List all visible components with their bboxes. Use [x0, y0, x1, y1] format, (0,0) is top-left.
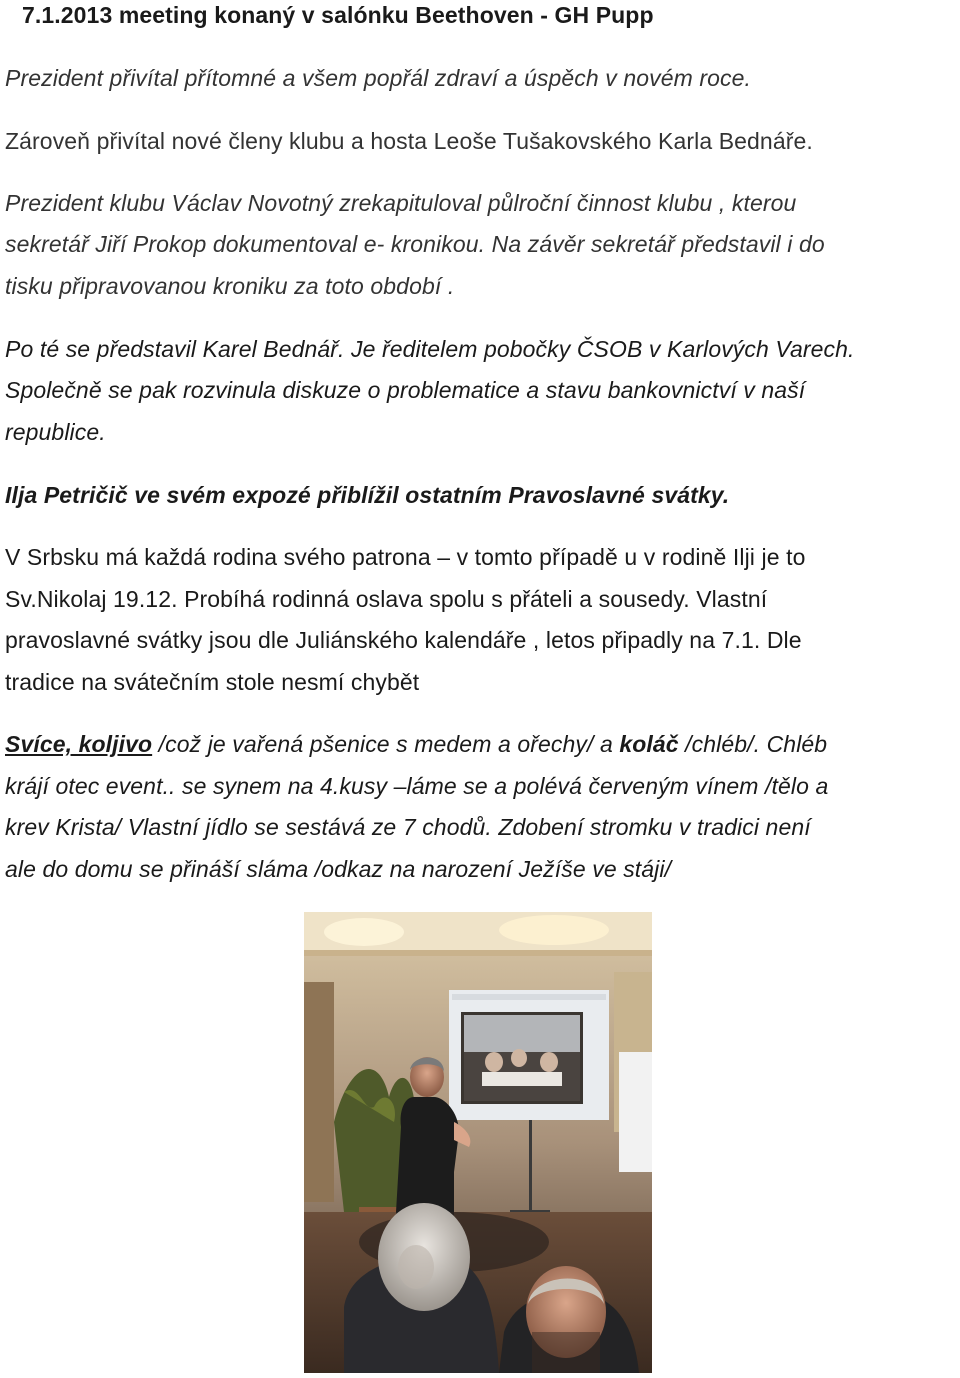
paragraph-welcome: Prezident přivítal přítomné a všem popřál zdraví a úspěch v novém roce. [5, 65, 751, 91]
paragraph-serbia-line-3: pravoslavné svátky jsou dle Juliánského kalendáře , letos připadly na 7.1. Dle [5, 627, 802, 653]
paragraph-guest-line-2: Společně se pak rozvinula diskuze o problematice a stavu bankovnictví v naší [5, 377, 806, 403]
bold-underlined-phrase: Svíce, koljivo [5, 731, 153, 757]
paragraph-recap-line-2: sekretář Jiří Prokop dokumentoval e- kronikou. Na závěr sekretář představil i do [5, 231, 825, 257]
paragraph-table-line-4: ale do domu se přináší sláma /odkaz na narození Ježíše ve stáji/ [5, 856, 672, 882]
paragraph-guest-line-3: republice. [5, 419, 106, 445]
paragraph-new-members: Zároveň přivítal nové členy klubu a hosta Leoše Tušakovského Karla Bednáře. [5, 128, 813, 154]
phrase-text-a: /což je vařená pšenice s medem a ořechy/ a [152, 731, 620, 757]
paragraph-table-line-2: krájí otec event.. se synem na 4.kusy –láme se a polévá červeným vínem /tělo a [5, 773, 829, 799]
paragraph-table-line-1 [5, 729, 827, 759]
paragraph-serbia-line-1: V Srbsku má každá rodina svého patrona – v tomto případě u v rodině Ilji je to [5, 544, 806, 570]
paragraph-guest-line-1: Po té se představil Karel Bednář. Je ředitelem pobočky ČSOB v Karlových Varech. [5, 336, 855, 362]
paragraph-recap-line-1: Prezident klubu Václav Novotný zrekapituloval půlroční činnost klubu , kterou [5, 190, 797, 216]
page-title: 7.1.2013 meeting konaný v salónku Beethoven - GH Pupp [22, 2, 654, 28]
paragraph-serbia-line-4: tradice na svátečním stole nesmí chybět [5, 669, 420, 695]
paragraph-recap-line-3: tisku připravovanou kroniku za toto období . [5, 273, 455, 299]
phrase-text-b: /chléb/. Chléb [678, 731, 828, 757]
paragraph-orthodox-heading: Ilja Petričič ve svém expozé přiblížil ostatním Pravoslavné svátky. [5, 482, 730, 508]
paragraph-table-line-3: krev Krista/ Vlastní jídlo se sestává ze 7 chodů. Zdobení stromku v tradici není [5, 814, 811, 840]
meeting-photo-illustration [304, 912, 652, 1373]
meeting-photo [304, 912, 652, 1373]
bold-phrase: koláč [619, 731, 679, 757]
paragraph-serbia-line-2: Sv.Nikolaj 19.12. Probíhá rodinná oslava spolu s přáteli a sousedy. Vlastní [5, 586, 768, 612]
